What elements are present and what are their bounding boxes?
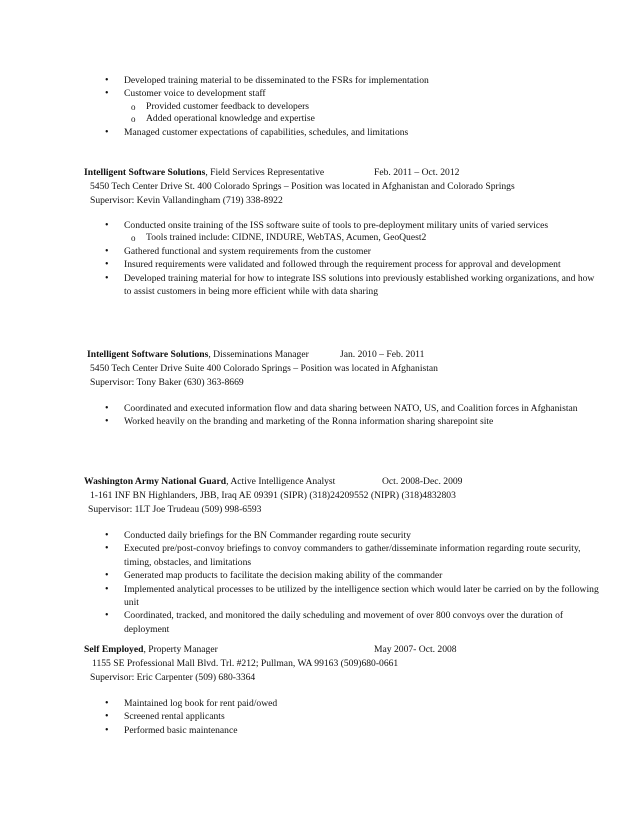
bullet-item: • Generated map products to facilitate the decision making ability of the commander — [84, 569, 602, 582]
company-name: Intelligent Software Solutions — [87, 349, 209, 360]
job-bullet-list — [84, 402, 602, 429]
job-title: , Active Intelligence Analyst — [226, 476, 336, 487]
bullet-item: • Developed training material for how to integrate ISS solutions into previously established working organizations, and how to assist customers in being more efficient while with data sharing — [84, 272, 602, 299]
job-address: 1-161 INF BN Highlanders, JBB, Iraq AE 09391 (SIPR) (318)24209552 (NIPR) (318)4832803 — [90, 490, 456, 501]
job-supervisor: Supervisor: Eric Carpenter (509) 680-3364 — [90, 671, 256, 683]
bullet-item: • Conducted onsite training of the ISS software suite of tools to pre-deployment military units of varied services — [84, 219, 602, 232]
job-header — [84, 643, 604, 657]
job-bullet-list — [84, 697, 602, 737]
job-title: , Property Manager — [143, 644, 218, 655]
job-supervisor: Supervisor: Tony Baker (630) 363-8669 — [90, 376, 244, 388]
company-name: Intelligent Software Solutions — [84, 167, 206, 178]
bullet-item: • Coordinated, tracked, and monitored the daily scheduling and movement of over 800 convoys over the duration of deployment — [84, 609, 602, 636]
sub-bullet-item: o Added operational knowledge and expertise — [84, 113, 586, 126]
job-bullet-list — [84, 219, 602, 299]
job-header — [84, 348, 604, 362]
bullet-item: • Worked heavily on the branding and marketing of the Ronna information sharing sharepoint site — [84, 415, 602, 428]
job-entry — [84, 348, 604, 390]
job-address: 5450 Tech Center Drive Suite 400 Colorado Springs – Position was located in Afghanistan — [90, 363, 438, 374]
intro-bullet-list — [84, 74, 602, 139]
job-entry — [84, 643, 604, 685]
job-title: , Disseminations Manager — [208, 349, 309, 360]
bullet-item: • Conducted daily briefings for the BN Commander regarding route security — [84, 529, 602, 542]
company-name: Self Employed — [84, 644, 144, 655]
job-address: 1155 SE Professional Mall Blvd. Trl. #212; Pullman, WA 99163 (509)680-0661 — [92, 658, 399, 669]
bullet-item: • Screened rental applicants — [84, 710, 602, 723]
job-address: 5450 Tech Center Drive St. 400 Colorado Springs – Position was located in Afghanistan and Colorado Springs — [90, 181, 515, 192]
bullet-text: Customer voice to development staff — [124, 88, 266, 100]
bullet-item: • Managed customer expectations of capabilities, schedules, and limitations — [84, 126, 602, 139]
bullet-item: • Gathered functional and system requirements from the customer — [84, 245, 602, 258]
bullet-item: • Implemented analytical processes to be utilized by the intelligence section which would later be carried on by the following unit — [84, 583, 602, 610]
bullet-item: • Performed basic maintenance — [84, 724, 602, 737]
bullet-item: • Coordinated and executed information flow and data sharing between NATO, US, and Coalition forces in Afghanistan — [84, 402, 602, 415]
job-bullet-list — [84, 529, 602, 636]
job-supervisor: Supervisor: 1LT Joe Trudeau (509) 998-6593 — [88, 503, 262, 515]
company-name: Washington Army National Guard — [84, 476, 227, 487]
bullet-item: • Insured requirements were validated and followed through the requirement process for approval and development — [84, 258, 602, 271]
bullet-item: • Developed training material to be disseminated to the FSRs for implementation — [84, 74, 602, 87]
sub-bullet-item: o Provided customer feedback to developers — [84, 101, 586, 114]
sub-bullet-item: o Tools trained include: CIDNE, INDURE, WebTAS, Acumen, GeoQuest2 — [84, 232, 586, 245]
bullet-item: • Executed pre/post-convoy briefings to convoy commanders to gather/disseminate information regarding route security, timing, obstacles, and limitations — [84, 542, 602, 569]
job-header — [84, 475, 604, 489]
job-dates: Oct. 2008-Dec. 2009 — [382, 476, 463, 487]
job-supervisor: Supervisor: Kevin Vallandingham (719) 338-8922 — [90, 194, 283, 206]
job-entry — [84, 475, 604, 517]
job-title: , Field Services Representative — [205, 167, 325, 178]
job-dates: May 2007- Oct. 2008 — [374, 644, 457, 655]
job-dates: Feb. 2011 – Oct. 2012 — [374, 167, 460, 178]
bullet-item — [84, 87, 602, 100]
job-dates: Jan. 2010 – Feb. 2011 — [340, 349, 425, 360]
job-header — [84, 166, 604, 180]
job-entry — [84, 166, 604, 208]
bullet-item: • Maintained log book for rent paid/owed — [84, 697, 602, 710]
